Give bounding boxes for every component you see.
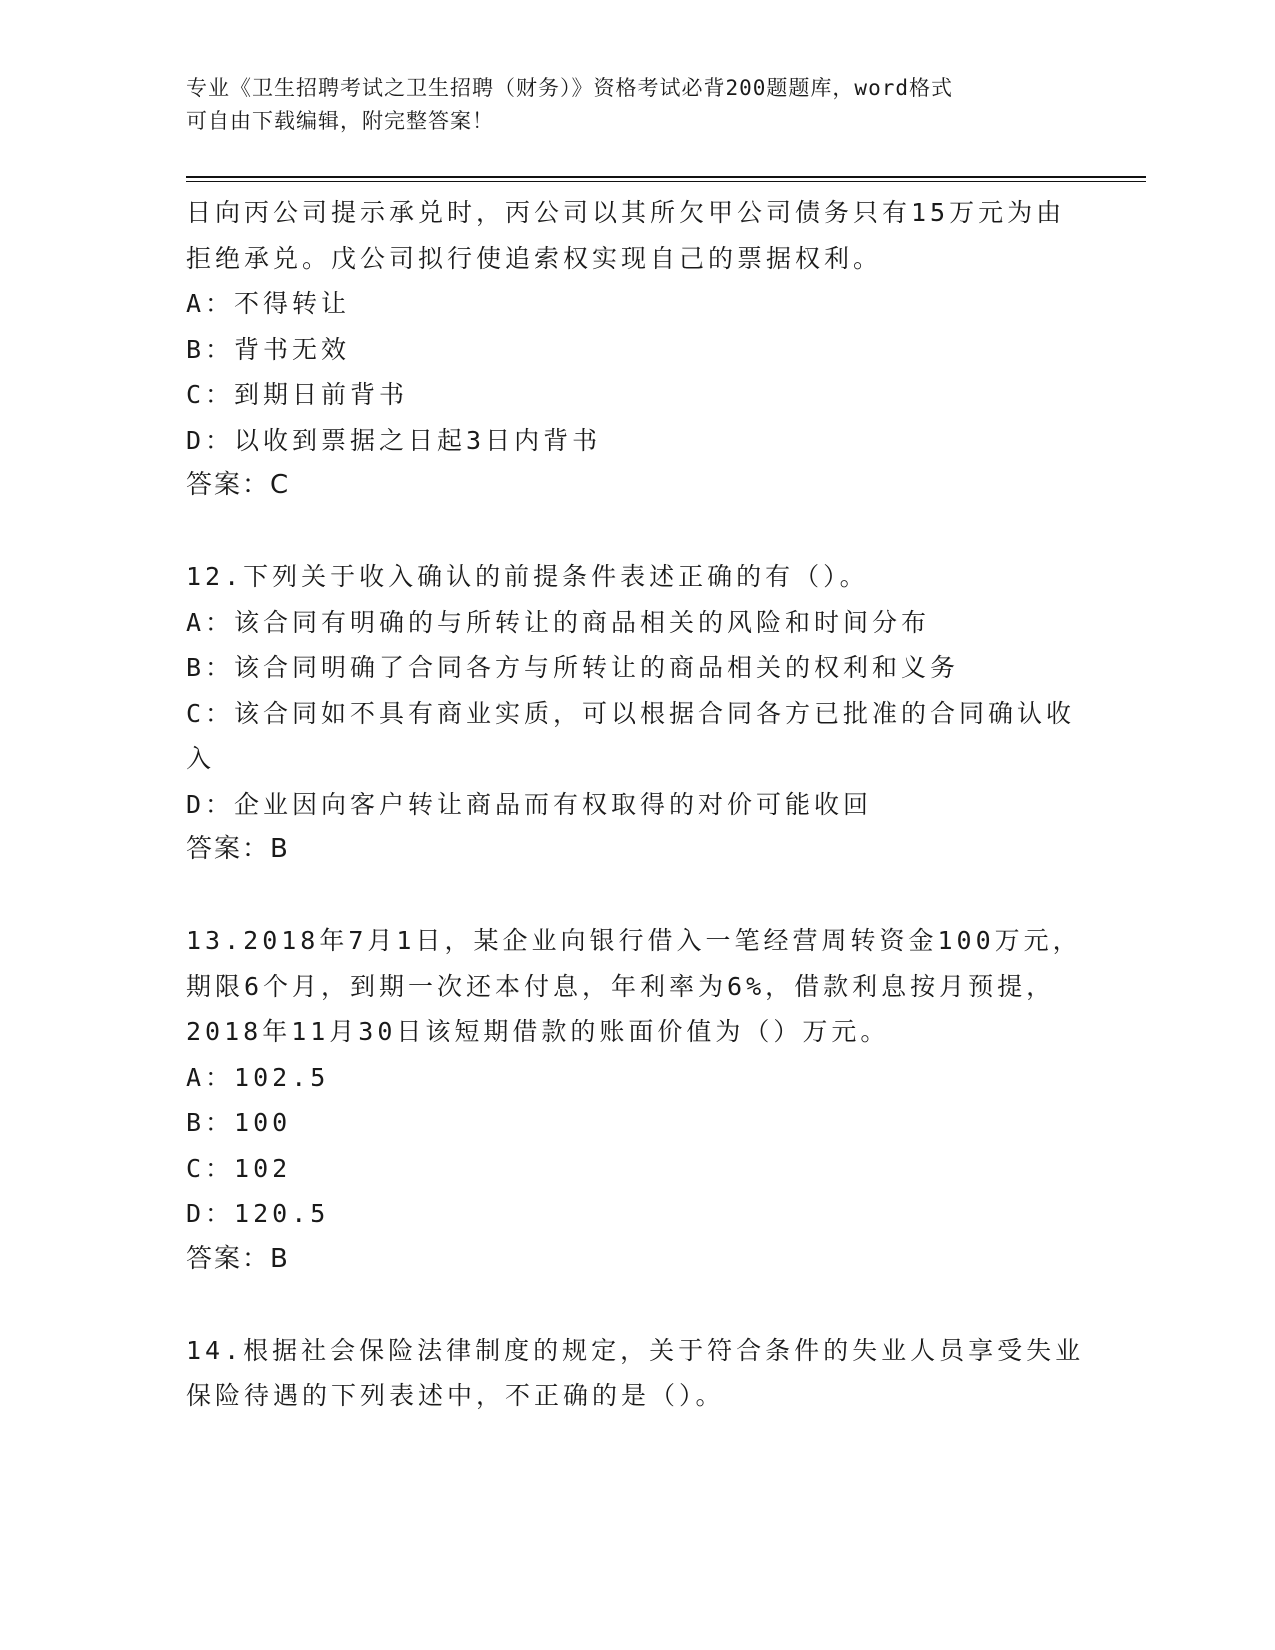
option-b: B：该合同明确了合同各方与所转让的商品相关的权利和义务 [186, 653, 960, 682]
option-a: A：该合同有明确的与所转让的商品相关的风险和时间分布 [186, 607, 931, 637]
option-c: C：到期日前背书 [186, 380, 409, 409]
header-title-line-2: 可自由下载编辑，附完整答案！ [186, 109, 494, 133]
header-divider-thick [186, 176, 1146, 178]
option-d: D：以收到票据之日起3日内背书 [186, 425, 602, 455]
question-stem-line: 拒绝承兑。戊公司拟行使追索权实现自己的票据权利。 [186, 243, 883, 273]
question-stem-line: 日向丙公司提示承兑时，丙公司以其所欠甲公司债务只有15万元为由 [186, 198, 1066, 227]
answer-line: 答案：B [186, 1243, 290, 1274]
question-stem: 12.下列关于收入确认的前提条件表述正确的有（）。 [186, 562, 869, 591]
option-a: A：102.5 [186, 1062, 330, 1092]
question-list [186, 190, 1085, 1419]
question-stem-line: 期限6个月，到期一次还本付息，年利率为6%，借款利息按月预提， [186, 971, 1056, 1001]
answer-line: 答案：B [186, 834, 290, 864]
option-d: D：120.5 [186, 1199, 330, 1228]
option-c-continued: 入 [186, 744, 216, 773]
option-b: B：背书无效 [186, 334, 351, 364]
question-14 [186, 1328, 1085, 1419]
option-c: C：102 [186, 1153, 292, 1183]
question-stem-line: 13.2018年7月1日，某企业向银行借入一笔经营周转资金100万元， [186, 926, 1082, 955]
question-11 [186, 190, 1066, 509]
question-spacer [186, 1282, 1066, 1328]
question-stem-line: 2018年11月30日该短期借款的账面价值为（）万元。 [186, 1017, 890, 1046]
question-13 [186, 918, 1082, 1282]
option-b: B：100 [186, 1108, 292, 1137]
header-title-line-1: 专业《卫生招聘考试之卫生招聘（财务）》资格考试必背200题题库，word格式 [186, 76, 953, 100]
question-stem-line: 保险待遇的下列表述中，不正确的是（）。 [186, 1381, 725, 1410]
answer-line: 答案：C [186, 470, 291, 500]
header-divider-thin [186, 181, 1146, 182]
question-stem-line: 14.根据社会保险法律制度的规定，关于符合条件的失业人员享受失业 [186, 1335, 1085, 1365]
option-a: A：不得转让 [186, 289, 351, 318]
question-spacer [186, 509, 1066, 555]
option-d: D：企业因向客户转让商品而有权取得的对价可能收回 [186, 789, 873, 819]
question-spacer [186, 873, 1066, 919]
document-header [186, 72, 1086, 138]
question-12 [186, 554, 1076, 873]
option-c: C：该合同如不具有商业实质，可以根据合同各方已批准的合同确认收 [186, 698, 1076, 728]
